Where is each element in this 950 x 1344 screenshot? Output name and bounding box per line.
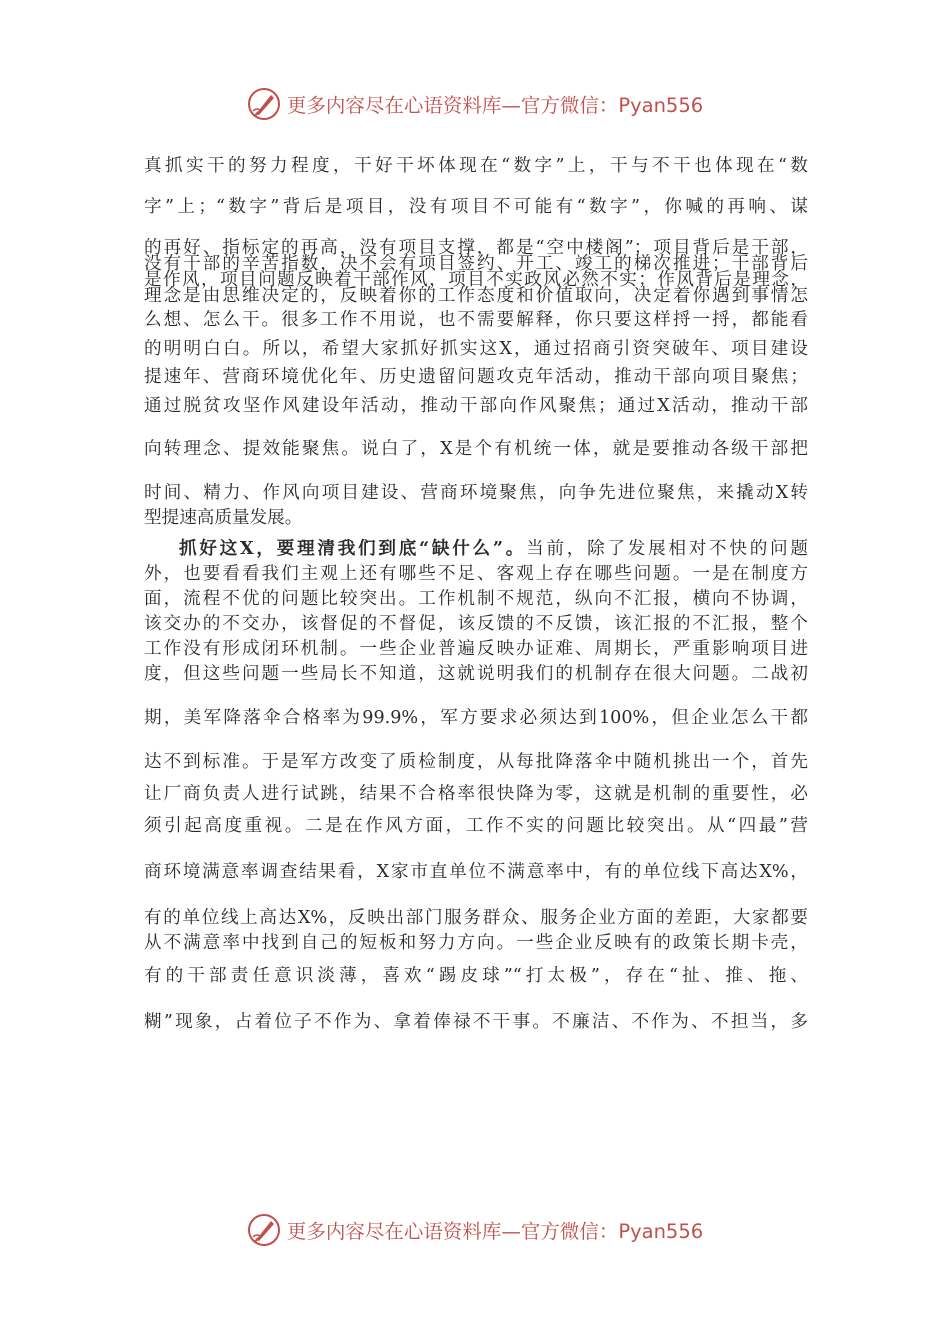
- text-line: 通过脱贫攻坚作风建设年活动，推动干部向作风聚焦；通过X活动，推动干部: [144, 396, 808, 416]
- footer-watermark-banner: [0, 1210, 950, 1250]
- watermark-text: 更多内容尽在心语资料库—官方微信：Pyan556: [286, 1220, 704, 1243]
- quill-pen-logo-icon: [247, 1213, 281, 1247]
- text-line: 没有干部的辛苦指数，决不会有项目签约、开工、竣工的梯次推进；干部背后: [144, 254, 808, 274]
- text-line: 时间、精力、作风向项目建设、营商环境聚焦，向争先进位聚焦，来撬动X转: [144, 483, 808, 503]
- text-line: 该交办的不交办，该督促的不督促，该反馈的不反馈，该汇报的不汇报，整个: [144, 614, 808, 634]
- text-line: 达不到标准。于是军方改变了质检制度，从每批降落伞中随机挑出一个，首先: [144, 752, 808, 772]
- text-line: 么想、怎么干。很多工作不用说，也不需要解释，你只要这样捋一捋，都能看: [144, 310, 808, 330]
- text-line: 型提速高质量发展。: [144, 508, 303, 528]
- text-line: 有的干部责任意识淡薄，喜欢“踢皮球”“打太极”，存在“扯、推、拖、: [144, 966, 808, 986]
- text-line: 外，也要看看我们主观上还有哪些不足、客观上存在哪些问题。一是在制度方: [144, 564, 808, 584]
- text-line: 字”上；“数字”背后是项目，没有项目不可能有“数字”，你喊的再响、谋: [144, 197, 808, 217]
- text-line: 度，但这些问题一些局长不知道，这就说明我们的机制存在很大问题。二战初: [144, 664, 808, 684]
- text-line: 从不满意率中找到自己的短板和努力方向。一些企业反映有的政策长期卡壳，: [144, 933, 808, 953]
- text-line: 的再好、指标定的再高，没有项目支撑，都是“空中楼阁”；项目背后是干部，: [144, 238, 808, 258]
- text-line: 糊”现象，占着位子不作为、拿着俸禄不干事。不廉洁、不作为、不担当，多: [144, 1012, 808, 1032]
- text-line: 理念是由思维决定的，反映着你的工作态度和价值取向，决定着你遇到事情怎: [144, 286, 808, 306]
- quill-pen-logo-icon: [247, 87, 281, 121]
- text-line: 期，美军降落伞合格率为99.9%，军方要求必须达到100%，但企业怎么干都: [144, 708, 808, 728]
- text-line: 让厂商负责人进行试跳，结果不合格率很快降为零，这就是机制的重要性，必: [144, 784, 808, 804]
- text-line: 真抓实干的努力程度，干好干坏体现在“数字”上，干与不干也体现在“数: [144, 156, 808, 176]
- text-run: 当前，除了发展相对不快的问题: [526, 539, 808, 559]
- paragraph-heading: 抓好这X，要理清我们到底“缺什么”。: [179, 538, 527, 559]
- document-body: [144, 152, 808, 1032]
- text-line: 商环境满意率调查结果看，X家市直单位不满意率中，有的单位线下高达X%，: [144, 862, 808, 882]
- text-line: 是作风，项目问题反映着干部作风，项目不实政风必然不实；作风背后是理念，: [144, 270, 808, 290]
- paragraph-first-line: [144, 535, 808, 560]
- watermark-text: 更多内容尽在心语资料库—官方微信：Pyan556: [286, 94, 704, 117]
- text-line: 有的单位线上高达X%，反映出部门服务群众、服务企业方面的差距，大家都要: [144, 908, 808, 928]
- text-line: 须引起高度重视。二是在作风方面，工作不实的问题比较突出。从“四最”营: [144, 816, 808, 836]
- header-watermark-banner: [0, 84, 950, 124]
- text-line: 面，流程不优的问题比较突出。工作机制不规范，纵向不汇报，横向不协调，: [144, 589, 808, 609]
- text-line: 工作没有形成闭环机制。一些企业普遍反映办证难、周期长，严重影响项目进: [144, 639, 808, 659]
- text-line: 提速年、营商环境优化年、历史遗留问题攻克年活动，推动干部向项目聚焦；: [144, 367, 808, 387]
- text-line: 向转理念、提效能聚焦。说白了，X是个有机统一体，就是要推动各级干部把: [144, 439, 808, 459]
- text-line: 的明明白白。所以，希望大家抓好抓实这X，通过招商引资突破年、项目建设: [144, 339, 808, 359]
